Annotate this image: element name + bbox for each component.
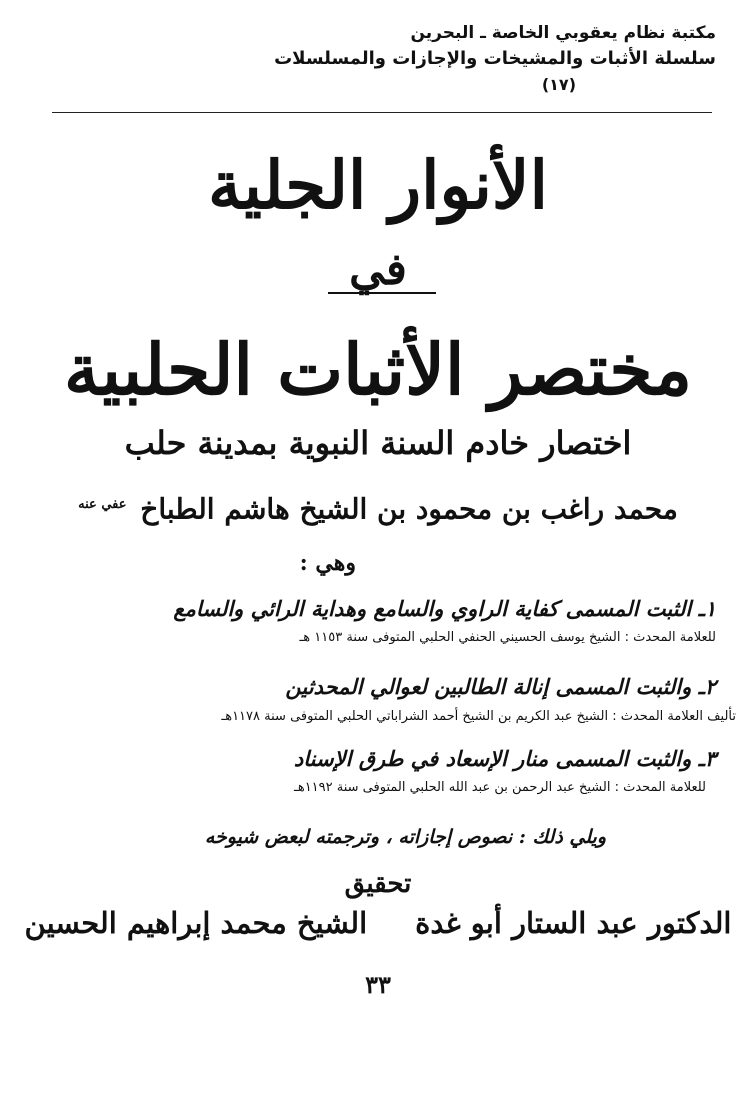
item-1-author: للعلامة المحدث : الشيخ يوسف الحسيني الحنفي الحلبي المتوفى سنة ١١٥٣ هـ bbox=[299, 630, 716, 645]
editors bbox=[0, 900, 756, 946]
series-name: سلسلة الأثبات والمشيخات والإجازات والمسلسلات bbox=[274, 48, 716, 69]
contents-intro: وهي : bbox=[299, 550, 356, 576]
item-2-title: ٢ـ والثبت المسمى إنالة الطالبين لعوالي المحدثين bbox=[285, 674, 716, 699]
connector-underline bbox=[328, 292, 436, 294]
main-title-line1: الأنوار الجلية bbox=[208, 146, 548, 224]
editor-2: الشيخ محمد إبراهيم الحسين bbox=[24, 906, 368, 940]
tahqiq-label: تحقيق bbox=[344, 869, 412, 899]
series-number: (١٧) bbox=[541, 75, 576, 94]
main-title-line2: مختصر الأثبات الحلبية bbox=[64, 328, 692, 411]
item-1-title: ١ـ الثبت المسمى كفاية الراوي والسامع وهداية الرائي والسامع bbox=[173, 596, 716, 621]
editor-1: الدكتور عبد الستار أبو غدة bbox=[415, 906, 732, 940]
title-connector: في bbox=[349, 244, 407, 295]
author-honorific: عفي عنه bbox=[78, 497, 127, 512]
item-3-title: ٣ـ والثبت المسمى منار الإسعاد في طرق الإسناد bbox=[293, 746, 716, 771]
series-header bbox=[274, 20, 716, 98]
author-name: محمد راغب بن محمود بن الشيخ هاشم الطباخ bbox=[140, 492, 678, 526]
header-divider bbox=[52, 112, 712, 113]
closing-note: ويلي ذلك : نصوص إجازاته ، وترجمته لبعض شيوخه bbox=[204, 826, 606, 848]
subtitle: اختصار خادم السنة النبوية بمدينة حلب bbox=[124, 424, 632, 462]
item-3-author: للعلامة المحدث : الشيخ عبد الرحمن بن عبد الله الحلبي المتوفى سنة ١١٩٢هـ bbox=[294, 780, 706, 795]
publisher-name: مكتبة نظام يعقوبي الخاصة ـ البحرين bbox=[410, 23, 716, 43]
item-2-author: تأليف العلامة المحدث : الشيخ عبد الكريم بن الشيخ أحمد الشراباتي الحلبي المتوفى سنة ١١٧٨هـ bbox=[221, 709, 736, 724]
page-number: ٣٣ bbox=[365, 970, 391, 999]
author-line bbox=[0, 484, 756, 530]
